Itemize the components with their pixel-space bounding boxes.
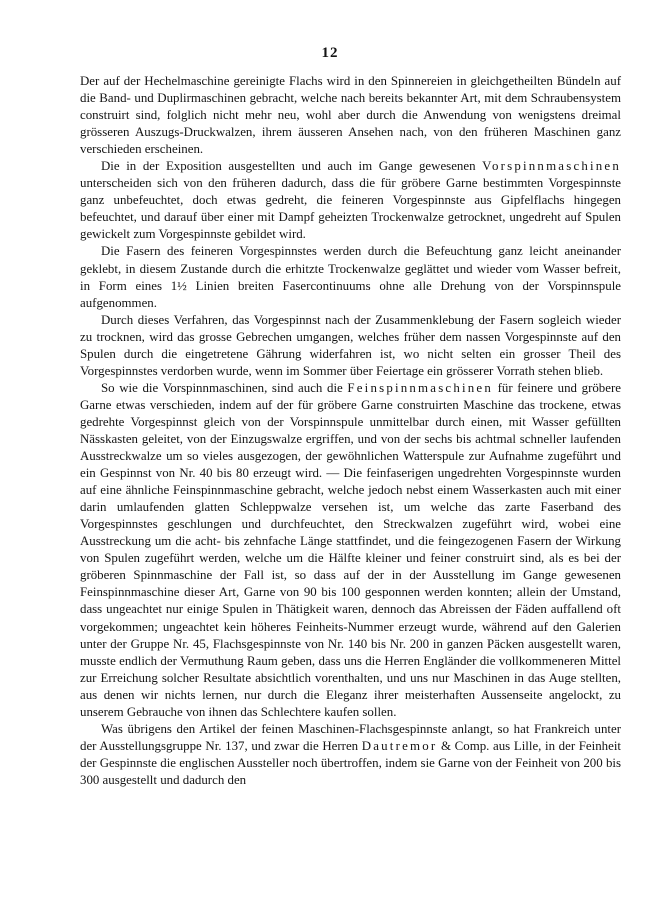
- paragraph-text: unterscheiden sich von den früheren dadurch, dass die für gröbere Garne bestimmten Vorgespinnste ganz unbefeuchtet, doch etwas gedreht, die feineren Vorgespinnste aus Gipfelflachs hingegen befeuchtet, und darauf über einer mit Dampf geheizten Trockenwalze getrocknet, ungedreht auf Spulen gewickelt zum Vorgespinnste gebildet wird.: [80, 176, 621, 242]
- paragraph-text: & Comp. aus Lille, in der Feinheit der Gespinnste die englischen Aussteller noch übertroffen, indem sie Garne von der Feinheit von 200 bis 300 ausgestellt und dadurch den: [80, 738, 621, 787]
- paragraph-text: Durch dieses Verfahren, das Vorgespinnst nach der Zusammenklebung der Fasern sogleich wieder zu trocknen, wird das grosse Gebrechen umgangen, welches früher dem nassen Vorgespinnste auf den Spulen durch die eingetretene Gährung widerfahren ist, wo nicht selten ein grosser Theil des Vorgespinnstes verdorben wurde, wenn im Sommer über Feiertage ein grösserer Vorrath stehen blieb.: [80, 312, 621, 378]
- body-text: [80, 73, 621, 789]
- paragraph-text: Was übrigens den Artikel der feinen Maschinen-Flachsgespinnste anlangt, so hat Frankreich unter der Ausstellungsgruppe Nr. 137, und zwar die Herren: [80, 721, 621, 753]
- paragraph-3: [80, 243, 621, 311]
- spaced-term: Feinspinnmaschinen: [347, 380, 493, 395]
- paragraph-2: [80, 158, 621, 243]
- paragraph-1: [80, 73, 621, 158]
- paragraph-text: für feinere und gröbere Garne etwas verschieden, indem auf der für gröbere Garne construirten Maschine das trockene, etwas gedrehte Vorgespinnst gleich von der Vorspinnspule unmittelbar durch einen, mit Wasser gefüllten Nässkasten geleitet, von der Einzugswalze ergriffen, und von der sechs bis achtmal schneller laufenden Ausstreckwalze um so vieles ausgezogen, der gewöhnlichen Watterspule zur Aufnahme zugeführt und ein Gespinnst von Nr. 40 bis 80 erzeugt wird. — Die feinfaserigen ungedrehten Vorgespinnste wurden auf eine ähnliche Feinspinnmaschine gebracht, welche jedoch nebst einem Wasserkasten auch mit einer darin umlaufenden glatten Schleppwalze versehen ist, um welche das zarte Faserband des Vorgespinnstes geschlungen und durchfeuchtet, den Streckwalzen zugeführt wird, wobei eine Ausstreckung um die acht- bis zehnfache Länge stattfindet, und die feingezogenen Fasern der Wirkung von Spulen zugeführt werden, welche um die Hälfte kleiner und feiner construirt sind, als es bei der gröberen Spinnmaschine der Fall ist, so dass auf der in der Ausstellung im Gange gewesenen Feinspinnmaschine dieser Art, Garne von 90 bis 100 gesponnen werden konnten; allein der Umstand, dass ungeachtet nur einige Spulen in Thätigkeit waren, dennoch das Abreissen der Fäden auffallend oft vorgekommen; ungeachtet kein höheres Feinheits-Nummer erzeugt wurde, während auf den Galerien unter der Gruppe Nr. 45, Flachsgespinnste von Nr. 140 bis Nr. 200 in ganzen Päcken ausgestellt waren, musste endlich der Vermuthung Raum geben, dass uns die Herren Engländer die vollkommeneren Mittel zur Erreichung solcher Resultate absichtlich vorenthalten, und uns nur Maschinen in das Auge stellten, aus denen wir nichts lernen, nur durch die Eleganz ihrer meisterhaften Aussenseite angelockt, zu unserem Gebrauche von ihnen das Schlechtere kaufen sollen.: [80, 380, 621, 719]
- page-number: 12: [321, 45, 339, 61]
- paragraph-text: Der auf der Hechelmaschine gereinigte Flachs wird in den Spinnereien in gleichgetheilten Bündeln auf die Band- und Duplirmaschinen gebracht, welche nach bereits bekannter Art, mit dem Schraubensystem construirt sind, folglich nicht mehr neu, wohl aber durch die Anwendung von wenigstens dreimal grösseren Auszugs-Druckwalzen, ihrem äusseren Ansehen nach, von den früheren Maschinen ganz verschieden erscheinen.: [80, 74, 621, 157]
- paragraph-6: [80, 721, 621, 789]
- paragraph-5: [80, 380, 621, 721]
- paragraph-text: Die in der Exposition ausgestellten und auch im Gange gewesenen: [101, 159, 483, 174]
- paragraph-text: Die Fasern des feineren Vorgespinnstes werden durch die Befeuchtung ganz leicht aneinander geklebt, in diesem Zustande durch die erhitzte Trockenwalze geglättet und wieder vom Wasser befreit, in Form eines 1½ Linien breiten Fasercontinuums ohne alle Drehung von der Vorspinnspule aufgenommen.: [80, 244, 621, 310]
- spaced-term: Dautremor: [361, 738, 438, 753]
- paragraph-text: So wie die Vorspinnmaschinen, sind auch die: [101, 380, 348, 395]
- paragraph-4: [80, 312, 621, 380]
- spaced-term: Vorspinnmaschinen: [482, 159, 621, 174]
